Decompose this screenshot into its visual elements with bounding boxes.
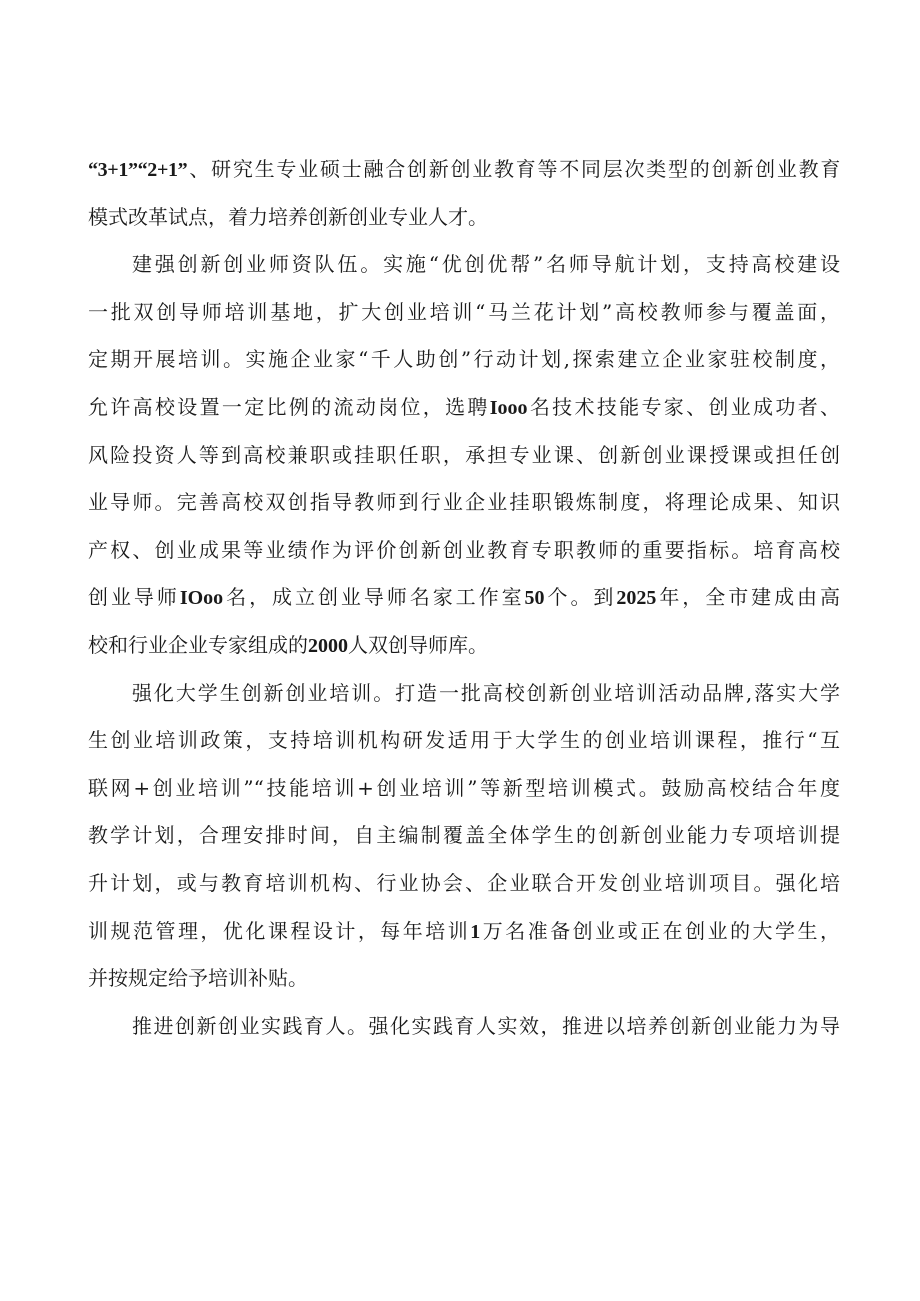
text-line: “3+1”“2+1”、研究生专业硕士融合创新创业教育等不同层次类型的创新创业教育 (88, 157, 840, 181)
paragraph-continuation (88, 146, 840, 241)
text-line: 教学计划，合理安排时间，自主编制覆盖全体学生的创新创业能力专项培训提 (88, 823, 840, 848)
text-line: 建强创新创业师资队伍。实施“优创优帮”名师导航计划，支持高校建设 (132, 252, 840, 277)
text-line: 并按规定给予培训补贴。 (88, 966, 308, 991)
text-line: 模式改革试点，着力培养创新创业专业人才。 (88, 204, 488, 229)
text-line: 产权、创业成果等业绩作为评价创新创业教育专职教师的重要指标。培育高校 (88, 537, 840, 562)
text-line: 定期开展培训。实施企业家“千人助创”行动计划,探索建立企业家驻校制度， (88, 347, 840, 372)
text-line: 升计划，或与教育培训机构、行业协会、企业联合开发创业培训项目。强化培 (88, 870, 840, 895)
text-line: 风险投资人等到高校兼职或挂职任职，承担专业课、创新创业课授课或担任创 (88, 442, 840, 467)
text-line: 校和行业企业专家组成的2000人双创导师库。 (88, 632, 488, 657)
text-line: 生创业培训政策，支持培训机构研发适用于大学生的创业培训课程，推行“互 (88, 728, 840, 753)
text-line: 训规范管理，优化课程设计，每年培训1万名准备创业或正在创业的大学生， (88, 918, 841, 943)
text-line: 强化大学生创新创业培训。打造一批高校创新创业培训活动品牌,落实大学 (132, 680, 840, 705)
text-line: 业导师。完善高校双创指导教师到行业企业挂职锻炼制度，将理论成果、知识 (88, 490, 840, 515)
paragraph-faculty (88, 241, 840, 669)
text-line: 允许高校设置一定比例的流动岗位，选聘Iooo名技术技能专家、创业成功者、 (88, 394, 841, 419)
paragraph-training (88, 670, 840, 1003)
text-line: 推进创新创业实践育人。强化实践育人实效，推进以培养创新创业能力为导 (132, 1013, 840, 1038)
text-line: 一批双创导师培训基地，扩大创业培训“马兰花计划”高校教师参与覆盖面， (88, 299, 840, 324)
document-body (88, 146, 840, 1050)
text-line: 联网+创业培训”“技能培训+创业培训”等新型培训模式。鼓励高校结合年度 (88, 775, 840, 800)
paragraph-practice (88, 1003, 840, 1051)
text-line: 创业导师IOoo名，成立创业导师名家工作室50个。到2025年，全市建成由高 (88, 585, 841, 610)
